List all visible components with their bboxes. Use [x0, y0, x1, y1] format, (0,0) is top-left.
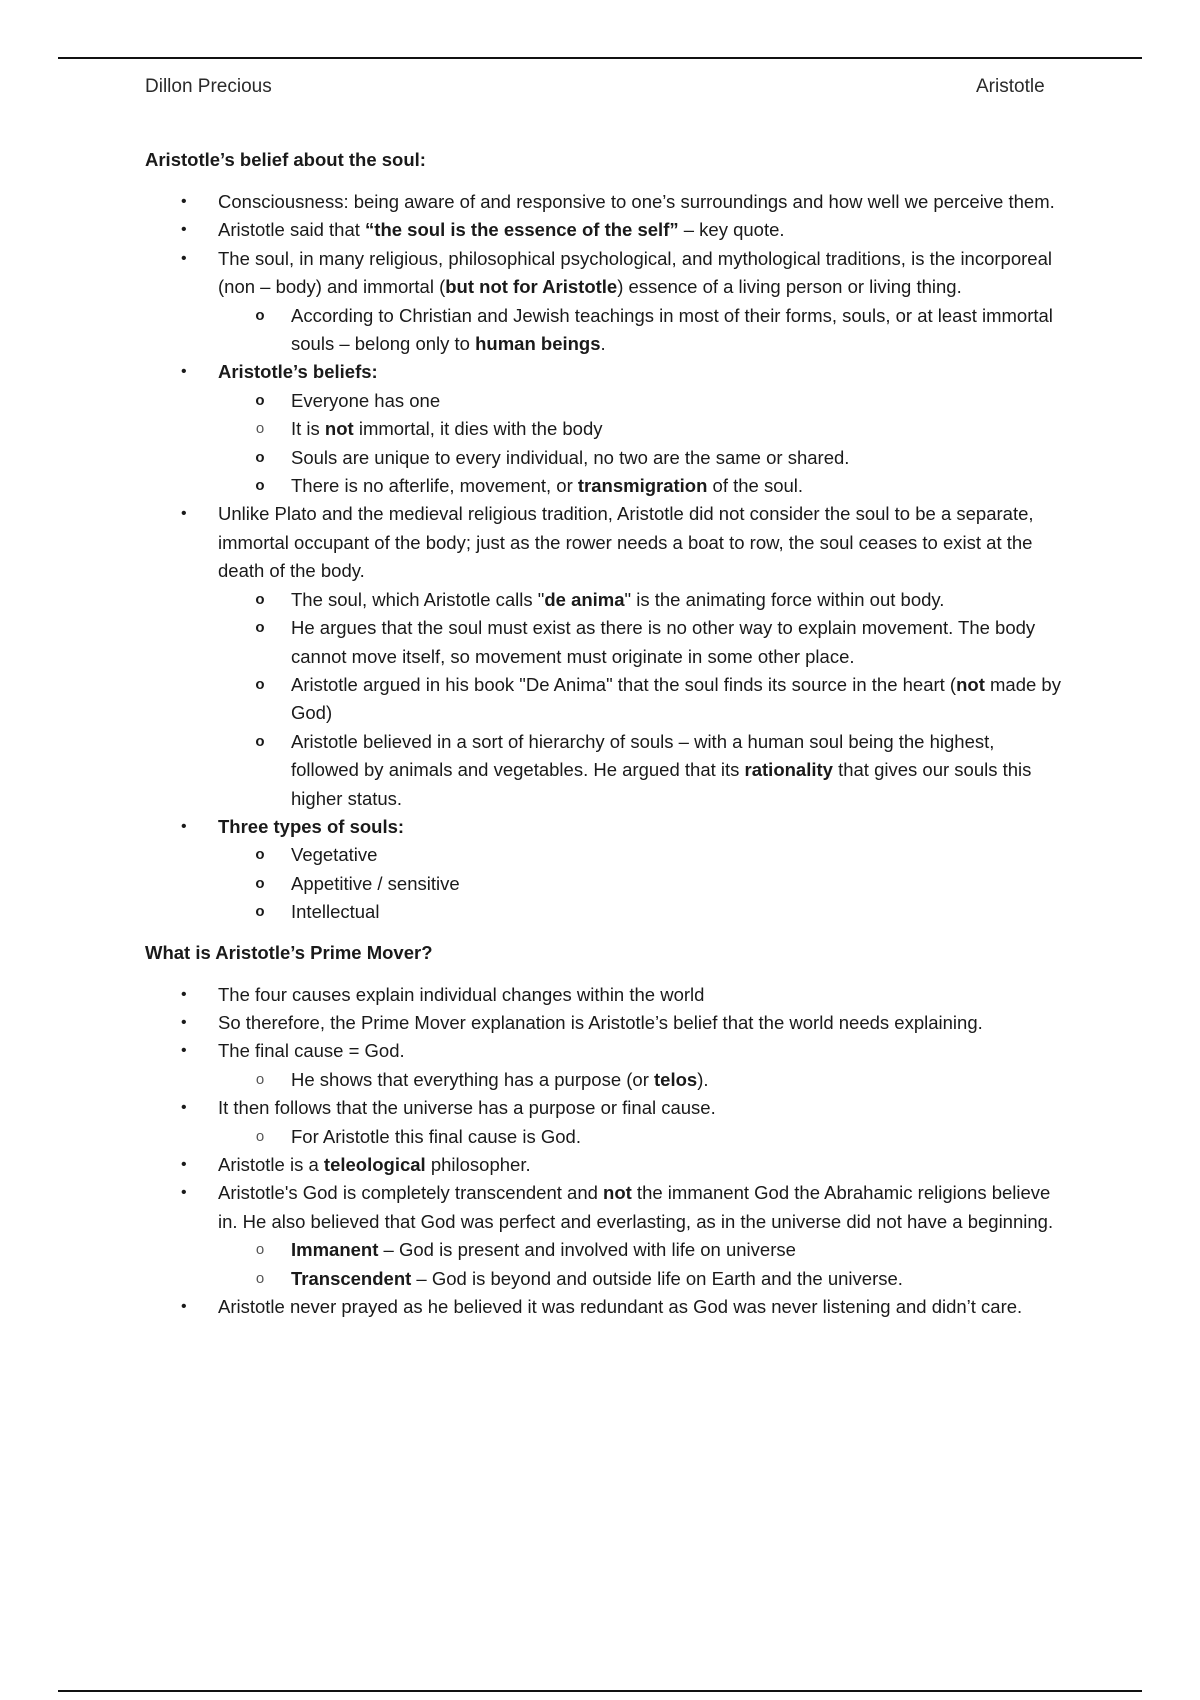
bullet-icon: • — [181, 985, 187, 1003]
sub-bullet-icon: o — [255, 306, 265, 324]
sub-list-item: o Transcendent – God is beyond and outside life on Earth and the universe. — [218, 1265, 1065, 1293]
sub-list-item: o According to Christian and Jewish teachings in most of their forms, souls, or at least immortal souls – belong only to human beings. — [218, 302, 1065, 359]
document-body — [145, 146, 1065, 1321]
list-item: • So therefore, the Prime Mover explanation is Aristotle’s belief that the world needs explaining. — [145, 1009, 1065, 1037]
sub-bullet-icon: o — [255, 477, 265, 495]
sub-bullet-icon: o — [255, 590, 265, 608]
sub-list — [218, 387, 1065, 501]
bullet-icon: • — [181, 363, 187, 381]
bullet-icon: • — [181, 817, 187, 835]
list-item: • Aristotle never prayed as he believed it was redundant as God was never listening and didn’t care. — [145, 1293, 1065, 1321]
footer-rule — [58, 1690, 1142, 1692]
sub-list-item: o Aristotle argued in his book "De Anima" that the soul finds its source in the heart (not made by God) — [218, 671, 1065, 728]
author-name: Dillon Precious — [145, 76, 272, 97]
sub-bullet-icon: o — [255, 1127, 265, 1145]
bullet-icon: • — [181, 1042, 187, 1060]
bullet-icon: • — [181, 249, 187, 267]
sub-bullet-icon: o — [255, 874, 265, 892]
sub-bullet-icon: o — [255, 420, 265, 438]
sub-list-item: o There is no afterlife, movement, or transmigration of the soul. — [218, 472, 1065, 500]
sub-list-item: o The soul, which Aristotle calls "de anima" is the animating force within out body. — [218, 586, 1065, 614]
bullet-icon: • — [181, 1099, 187, 1117]
sub-bullet-icon: o — [255, 732, 265, 750]
sub-list — [218, 841, 1065, 926]
list-item: • Consciousness: being aware of and responsive to one’s surroundings and how well we perceive them. — [145, 188, 1065, 216]
list-item: • It then follows that the universe has a purpose or final cause. o For Aristotle this final cause is God. — [145, 1094, 1065, 1151]
sub-list-item: o Everyone has one — [218, 387, 1065, 415]
prime-mover-bullet-list — [145, 981, 1065, 1322]
list-item: • The soul, in many religious, philosophical psychological, and mythological traditions, is the incorporeal (non – body) and immortal (but not for Aristotle) essence of a living person or living thing. o According to Christian and Jewish teachings in most of their forms, souls, or at least immortal souls – belong only to human beings. — [145, 245, 1065, 359]
sub-list — [218, 586, 1065, 813]
sub-bullet-icon: o — [255, 1241, 265, 1259]
list-item: • Aristotle is a teleological philosopher. — [145, 1151, 1065, 1179]
sub-list-item: o Aristotle believed in a sort of hierarchy of souls – with a human soul being the highest, followed by animals and vegetables. He argued that its rationality that gives our souls this higher status. — [218, 728, 1065, 813]
list-item: • Aristotle’s beliefs: o Everyone has one o It is not immortal, it dies with the body o Souls are unique to every individual, no two are the same or shared. o There is no afterlife, movement, or transmigration of the soul. — [145, 358, 1065, 500]
sub-bullet-icon: o — [255, 448, 265, 466]
bullet-icon: • — [181, 221, 187, 239]
bullet-icon: • — [181, 193, 187, 210]
sub-list — [218, 1123, 1065, 1151]
sub-list-item: o Vegetative — [218, 841, 1065, 869]
sub-bullet-icon: o — [255, 675, 265, 693]
bullet-icon: • — [181, 1298, 187, 1316]
list-item: • Three types of souls: o Vegetative o Appetitive / sensitive o Intellectual — [145, 813, 1065, 927]
list-item: • The final cause = God. o He shows that everything has a purpose (or telos). — [145, 1037, 1065, 1094]
header-rule — [58, 57, 1142, 59]
sub-list — [218, 302, 1065, 359]
sub-bullet-icon: o — [255, 903, 265, 921]
sub-bullet-icon: o — [255, 391, 265, 409]
sub-list-item: o He argues that the soul must exist as there is no other way to explain movement. The body cannot move itself, so movement must originate in some other place. — [218, 614, 1065, 671]
bullet-icon: • — [181, 1156, 187, 1173]
sub-bullet-icon: o — [255, 619, 265, 637]
list-item: • The four causes explain individual changes within the world — [145, 981, 1065, 1009]
section-heading-prime-mover: What is Aristotle’s Prime Mover? — [145, 941, 433, 963]
list-item: • Aristotle said that “the soul is the essence of the self” – key quote. — [145, 216, 1065, 244]
sub-bullet-icon: o — [255, 1070, 265, 1088]
sub-list-item: o For Aristotle this final cause is God. — [218, 1123, 1065, 1151]
sub-list-item: o Appetitive / sensitive — [218, 870, 1065, 898]
bullet-icon: • — [181, 505, 187, 523]
document-topic: Aristotle — [976, 76, 1045, 97]
sub-list-item: o Immanent – God is present and involved with life on universe — [218, 1236, 1065, 1264]
bullet-icon: • — [181, 1013, 187, 1031]
sub-bullet-icon: o — [255, 1269, 265, 1287]
section-heading-soul: Aristotle’s belief about the soul: — [145, 149, 426, 170]
sub-list-item: o He shows that everything has a purpose (or telos). — [218, 1066, 1065, 1094]
sub-bullet-icon: o — [255, 846, 265, 864]
list-item: • Unlike Plato and the medieval religious tradition, Aristotle did not consider the soul to be a separate, immortal occupant of the body; just as the rower needs a boat to row, the soul ceases to exist at the death of the body. o The soul, which Aristotle calls "de anima" is the animating force within out body. o He argues that the soul must exist as there is no other way to explain movement. The body cannot move itself, so movement must originate in some other place. o Aristotle argued in his book "De Anima" that the soul finds its source in the heart (not made by God) o Aristotle believed in a sort of hierarchy of souls – with a human soul being the highest, followed by animals and vegetables. He argued that its rationality that gives our souls this higher status. — [145, 500, 1065, 812]
sub-list-item: o Souls are unique to every individual, no two are the same or shared. — [218, 444, 1065, 472]
sub-list — [218, 1236, 1065, 1293]
sub-list-item: o It is not immortal, it dies with the body — [218, 415, 1065, 443]
soul-bullet-list — [145, 188, 1065, 927]
bullet-icon: • — [181, 1184, 187, 1202]
sub-list — [218, 1066, 1065, 1094]
sub-list-item: o Intellectual — [218, 898, 1065, 926]
list-item: • Aristotle's God is completely transcendent and not the immanent God the Abrahamic religions believe in. He also believed that God was perfect and everlasting, as in the universe did not have a beginning. o Immanent – God is present and involved with life on universe o Transcendent – God is beyond and outside life on Earth and the universe. — [145, 1179, 1065, 1293]
